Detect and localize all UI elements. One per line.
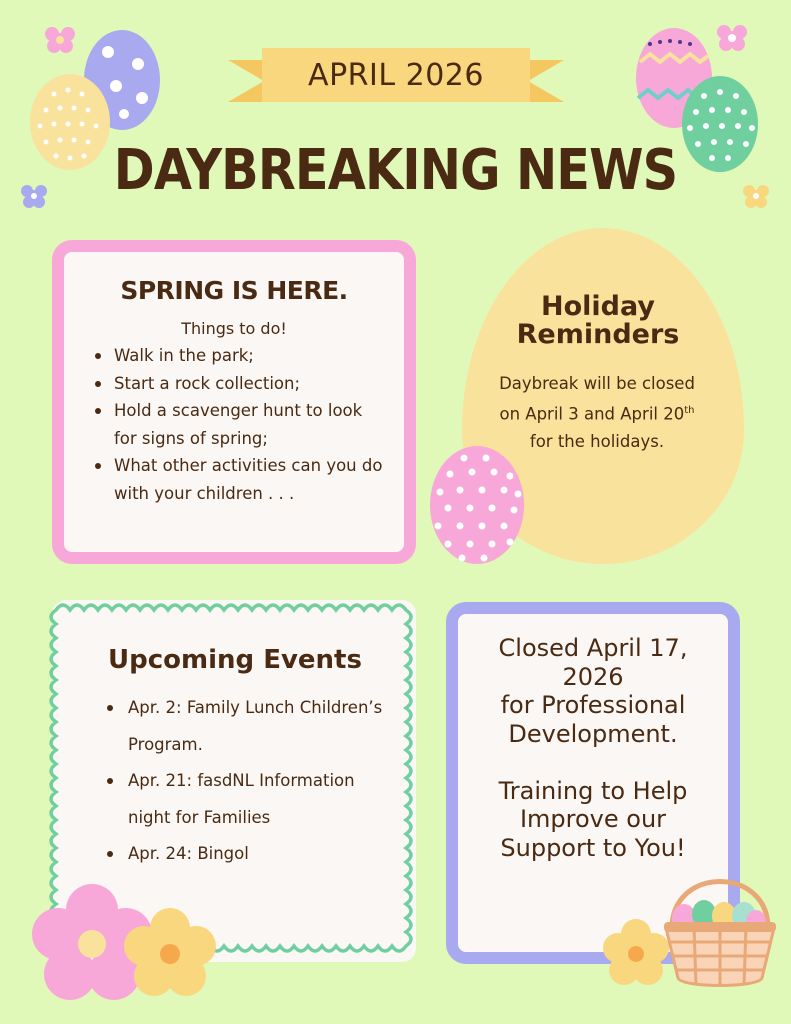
list-item: What other activities can you do with your children . . . — [92, 452, 388, 507]
date-banner-text: APRIL 2026 — [308, 57, 484, 93]
spring-title: SPRING IS HERE. — [120, 276, 348, 305]
holiday-body-superscript: th — [684, 405, 695, 416]
flower-icon — [743, 185, 769, 208]
flower-icon — [603, 919, 669, 985]
banner-tail-left — [228, 60, 264, 102]
easter-basket-icon — [664, 882, 776, 987]
list-item: Walk in the park; — [92, 342, 388, 370]
flower-cluster-bottom-left — [30, 880, 220, 1020]
basket-cluster-bottom-right — [600, 856, 780, 1016]
spring-subtitle: Things to do! — [181, 319, 287, 338]
flower-icon — [21, 185, 47, 208]
holiday-title-line2: Reminders — [516, 319, 680, 350]
list-item: Apr. 24: Bingol — [106, 836, 386, 873]
holiday-body-text: Daybreak will be closed on April 3 and April 20 — [499, 374, 695, 424]
spring-list — [92, 342, 388, 507]
holiday-body-text-end: for the holidays. — [529, 431, 665, 451]
holiday-title — [476, 293, 720, 349]
closed-message: Closed April 17, 2026 for Professional Development. Training to Help Improve our Support to You! — [498, 634, 688, 862]
list-item: Apr. 2: Family Lunch Children’s Program. — [106, 690, 386, 763]
list-item: Start a rock collection; — [92, 370, 388, 398]
list-item: Hold a scavenger hunt to look for signs of spring; — [92, 397, 388, 452]
events-title: Upcoming Events — [108, 645, 362, 675]
holiday-title-line1: Holiday — [541, 291, 655, 322]
banner-tail-right — [528, 60, 564, 102]
date-banner — [262, 48, 530, 102]
flower-icon — [717, 25, 747, 51]
events-list — [106, 690, 386, 873]
easter-egg-icon — [428, 444, 526, 566]
flower-icon — [45, 27, 75, 53]
list-item: Apr. 21: fasdNL Information night for Families — [106, 763, 386, 836]
spring-card — [52, 240, 416, 564]
page-title: DAYBREAKING NEWS — [113, 138, 678, 203]
holiday-body — [490, 370, 704, 455]
